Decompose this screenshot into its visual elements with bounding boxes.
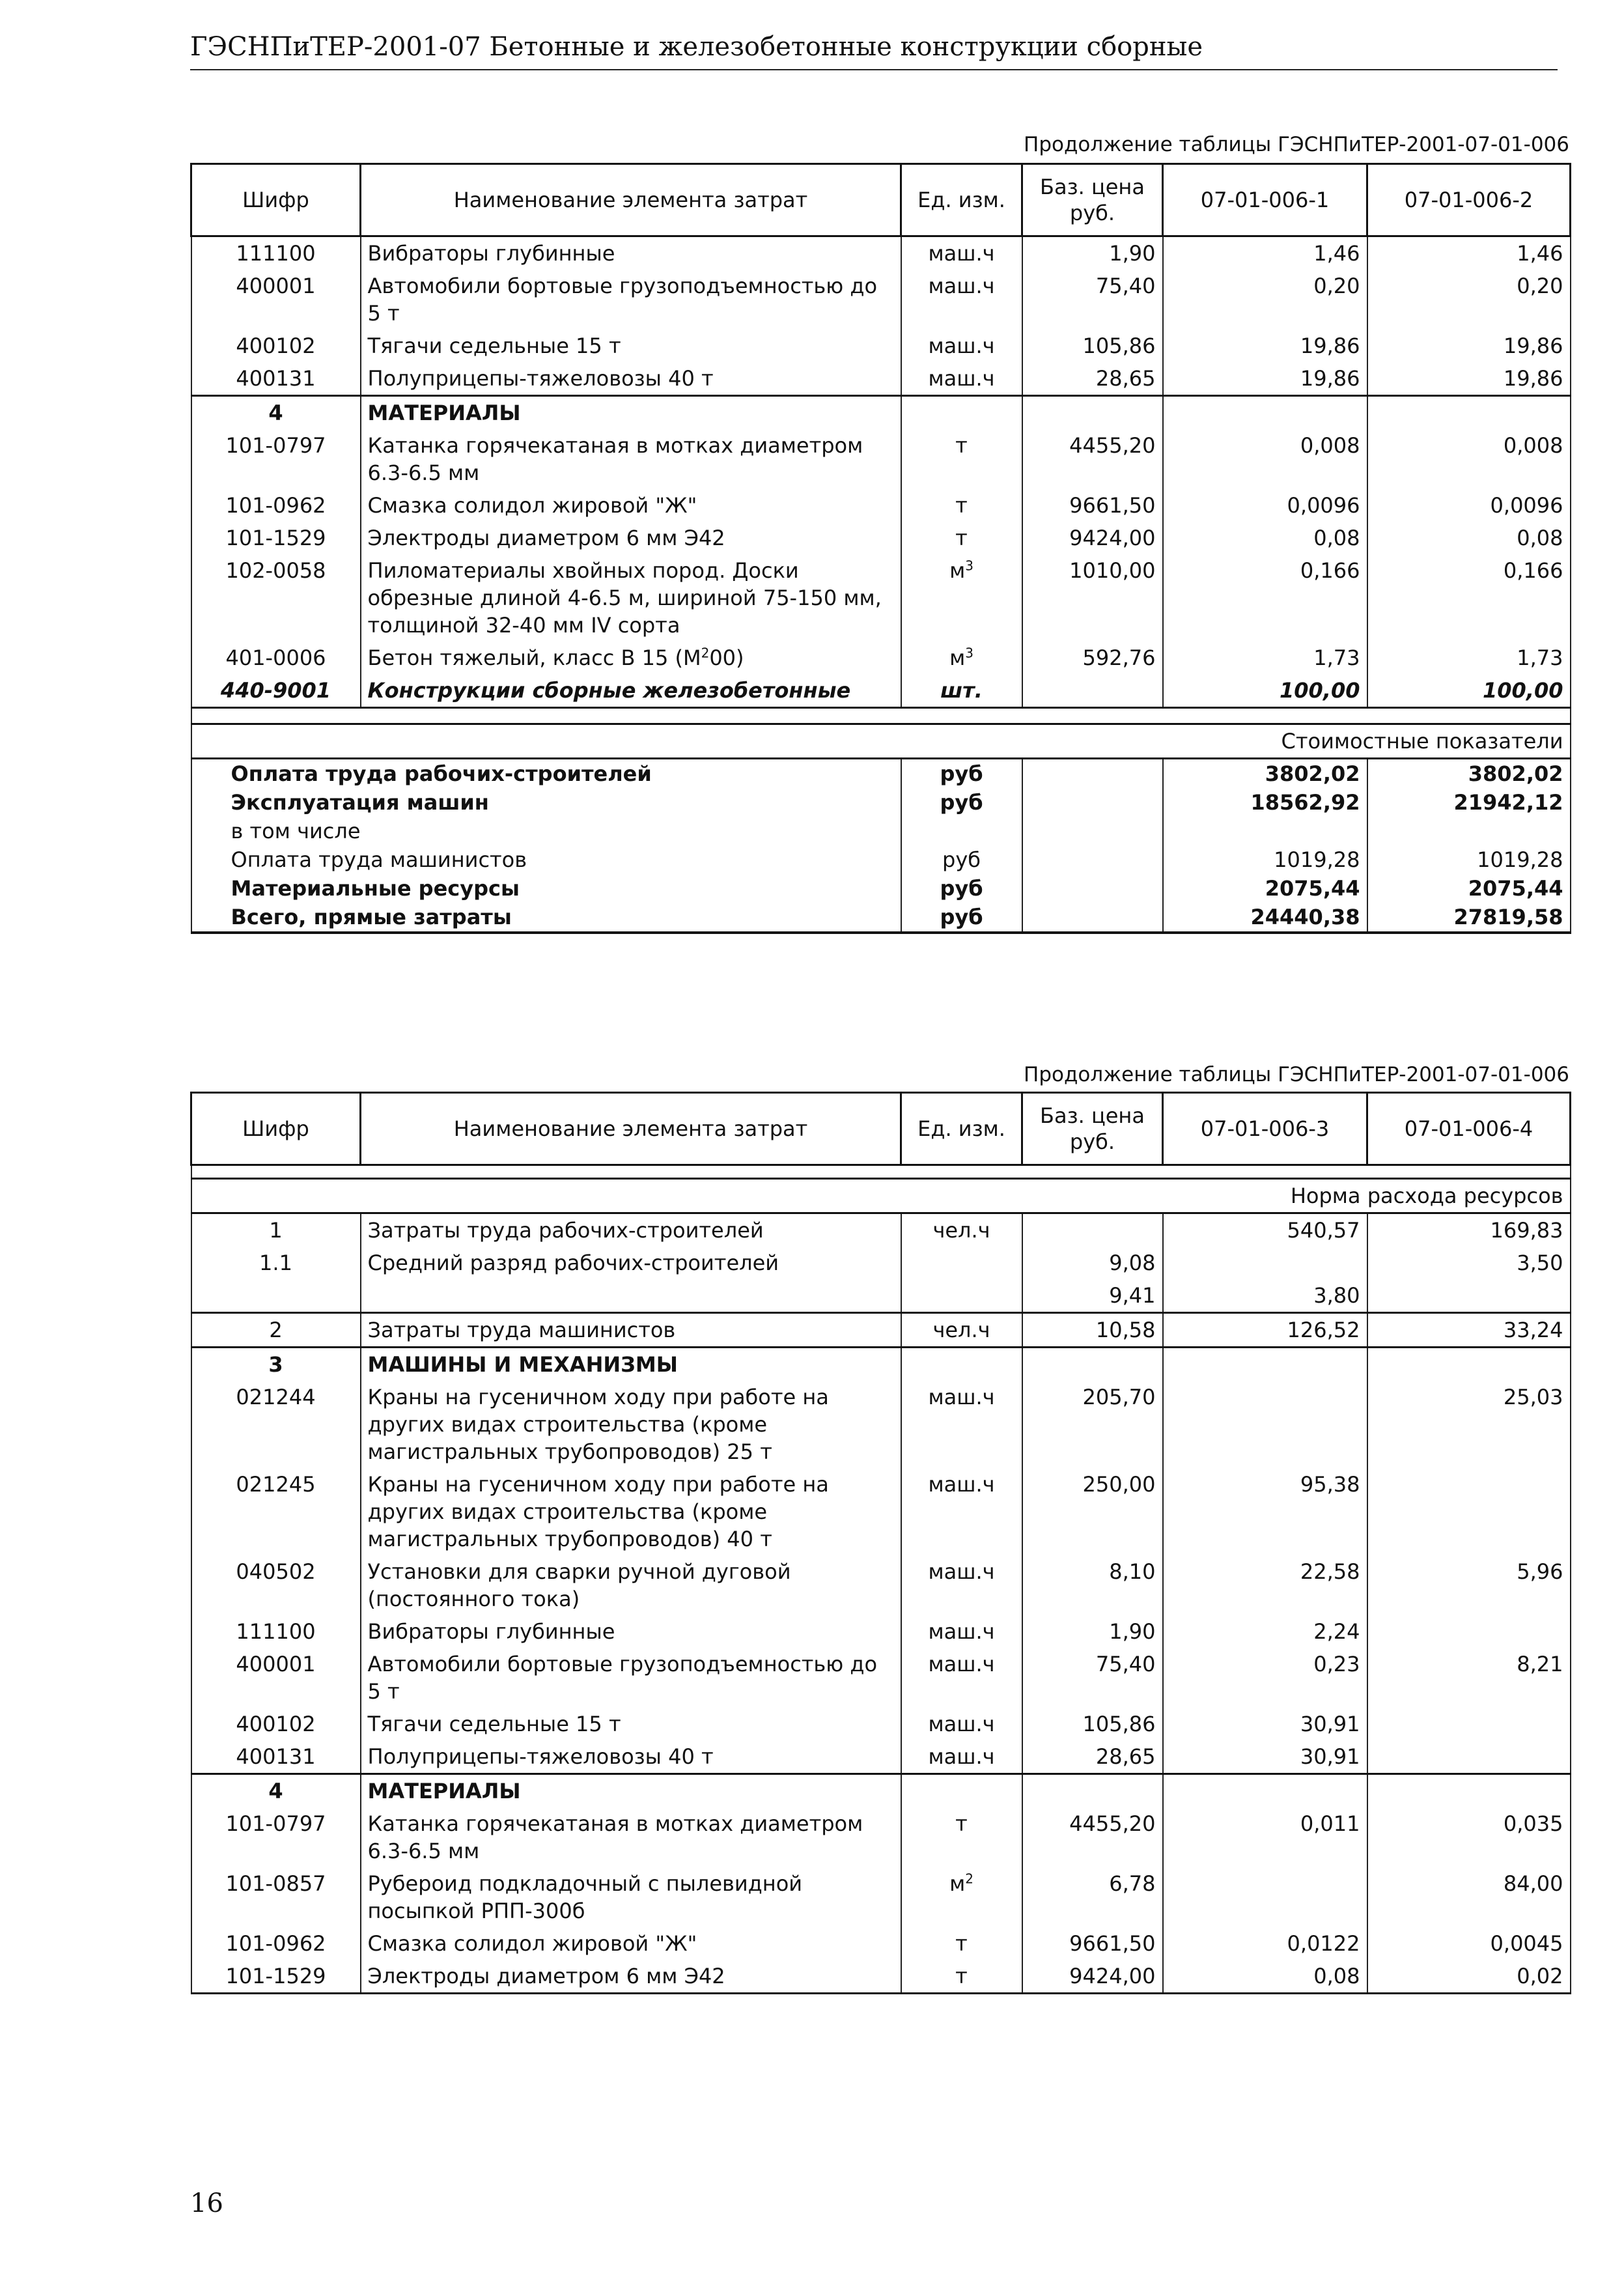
row-value-b: 0,20	[1367, 270, 1571, 330]
col-unit-header: Ед. изм.	[901, 164, 1022, 236]
row-value-a	[1163, 1247, 1367, 1279]
row-value-b: 0,008	[1367, 429, 1571, 489]
row-value-b: 8,21	[1367, 1648, 1571, 1708]
spacer-cell	[191, 708, 1571, 724]
row-value-b: 19,86	[1367, 362, 1571, 396]
row-value-b: 0,0045	[1367, 1927, 1571, 1960]
row-name	[361, 642, 901, 674]
table-row	[191, 1960, 1571, 1994]
table-row	[191, 1468, 1571, 1555]
empty-cell	[901, 1348, 1022, 1381]
row-value-a: 22,58	[1163, 1555, 1367, 1615]
row-name: Средний разряд рабочих-строителей	[361, 1247, 901, 1279]
row-value-b: 0,166	[1367, 554, 1571, 642]
table-row	[191, 1867, 1571, 1927]
row-value-b: 169,83	[1367, 1213, 1571, 1247]
row-value-a: 0,008	[1163, 429, 1367, 489]
col-b-header: 07-01-006-4	[1367, 1093, 1571, 1165]
row-value-a: 100,00	[1163, 674, 1367, 708]
col-code-header: Шифр	[191, 1093, 361, 1165]
spacer-row	[191, 708, 1571, 724]
row-code: 021245	[191, 1468, 361, 1555]
row-value-b	[1367, 1615, 1571, 1648]
row-price	[1022, 674, 1163, 708]
col-a-header: 07-01-006-3	[1163, 1093, 1367, 1165]
row-unit: маш.ч	[901, 1555, 1022, 1615]
row-code: 400131	[191, 362, 361, 396]
row-name: Установки для сварки ручной дуговой (постоянного тока)	[361, 1555, 901, 1615]
row-value-a: 126,52	[1163, 1313, 1367, 1348]
table-row	[191, 1279, 1571, 1313]
section-row	[191, 1348, 1571, 1381]
section-title: МАТЕРИАЛЫ	[361, 396, 901, 430]
row-price: 28,65	[1022, 1740, 1163, 1774]
section-row	[191, 1774, 1571, 1808]
row-value-b	[1367, 1740, 1571, 1774]
summary-name: Материальные ресурсы	[191, 874, 901, 903]
row-price: 9661,50	[1022, 489, 1163, 522]
empty-cell	[1022, 903, 1163, 933]
row-value-b	[1367, 1279, 1571, 1313]
row-name: Вибраторы глубинные	[361, 236, 901, 270]
row-value-a: 19,86	[1163, 330, 1367, 362]
table-row	[191, 489, 1571, 522]
summary-row	[191, 903, 1571, 933]
row-code: 400001	[191, 270, 361, 330]
table-row	[191, 429, 1571, 489]
row-unit: маш.ч	[901, 270, 1022, 330]
row-unit: т	[901, 1927, 1022, 1960]
row-code: 111100	[191, 1615, 361, 1648]
row-name	[361, 1279, 901, 1313]
row-unit: шт.	[901, 674, 1022, 708]
row-price: 75,40	[1022, 1648, 1163, 1708]
summary-row	[191, 817, 1571, 845]
row-value-a: 0,08	[1163, 522, 1367, 554]
row-unit	[901, 642, 1022, 674]
summary-name: Оплата труда рабочих-строителей	[191, 759, 901, 789]
table-row	[191, 1648, 1571, 1708]
col-name-header: Наименование элемента затрат	[361, 164, 901, 236]
row-value-a: 19,86	[1163, 362, 1367, 396]
row-unit: маш.ч	[901, 1615, 1022, 1648]
row-price: 8,10	[1022, 1555, 1163, 1615]
row-value-a: 0,011	[1163, 1807, 1367, 1867]
table-row	[191, 236, 1571, 270]
row-unit-text: м	[949, 1871, 966, 1896]
summary-value-a: 18562,92	[1163, 788, 1367, 817]
row-value-a: 1,46	[1163, 236, 1367, 270]
row-value-a: 0,0122	[1163, 1927, 1367, 1960]
table-row	[191, 522, 1571, 554]
summary-name: Всего, прямые затраты	[191, 903, 901, 933]
table-row	[191, 1708, 1571, 1740]
page-number: 16	[190, 2188, 223, 2218]
row-code: 102-0058	[191, 554, 361, 642]
row-name: Электроды диаметром 6 мм Э42	[361, 522, 901, 554]
row-name-part: Бетон тяжелый, класс В 15 (М	[367, 645, 701, 670]
row-unit-text-superscript: 2	[965, 1871, 973, 1887]
row-value-a	[1163, 1381, 1367, 1468]
summary-value-b: 21942,12	[1367, 788, 1571, 817]
row-value-a: 95,38	[1163, 1468, 1367, 1555]
row-price: 28,65	[1022, 362, 1163, 396]
row-unit: чел.ч	[901, 1313, 1022, 1348]
row-price: 250,00	[1022, 1468, 1163, 1555]
empty-cell	[1163, 396, 1367, 430]
summary-row	[191, 788, 1571, 817]
row-name: Автомобили бортовые грузоподъемностью до 5 т	[361, 270, 901, 330]
table1-header-row	[191, 164, 1571, 236]
row-unit-text: м	[949, 645, 966, 670]
row-code: 111100	[191, 236, 361, 270]
row-unit: маш.ч	[901, 236, 1022, 270]
col-price-header: Баз. цена руб.	[1022, 1093, 1163, 1165]
row-code: 440-9001	[191, 674, 361, 708]
row-price: 75,40	[1022, 270, 1163, 330]
row-price: 9424,00	[1022, 522, 1163, 554]
empty-cell	[1022, 788, 1163, 817]
row-price: 1,90	[1022, 1615, 1163, 1648]
row-value-b: 19,86	[1367, 330, 1571, 362]
summary-row	[191, 845, 1571, 874]
row-value-b: 3,50	[1367, 1247, 1571, 1279]
row-value-a: 2,24	[1163, 1615, 1367, 1648]
row-code: 101-0797	[191, 429, 361, 489]
section-code: 3	[191, 1348, 361, 1381]
summary-row	[191, 759, 1571, 789]
row-code: 401-0006	[191, 642, 361, 674]
table-row	[191, 1555, 1571, 1615]
empty-cell	[901, 396, 1022, 430]
row-code: 400131	[191, 1740, 361, 1774]
empty-cell	[1022, 874, 1163, 903]
summary-value-a: 3802,02	[1163, 759, 1367, 789]
row-value-b: 25,03	[1367, 1381, 1571, 1468]
row-value-a: 0,20	[1163, 270, 1367, 330]
row-value-a: 0,0096	[1163, 489, 1367, 522]
summary-name: Оплата труда машинистов	[191, 845, 901, 874]
section-title: МАТЕРИАЛЫ	[361, 1774, 901, 1808]
row-code: 021244	[191, 1381, 361, 1468]
row-price: 592,76	[1022, 642, 1163, 674]
norm-band: Норма расхода ресурсов	[191, 1179, 1571, 1213]
summary-value-b: 2075,44	[1367, 874, 1571, 903]
cost-band: Стоимостные показатели	[191, 724, 1571, 759]
row-name: Смазка солидол жировой "Ж"	[361, 489, 901, 522]
table-row	[191, 1381, 1571, 1468]
row-value-a: 3,80	[1163, 1279, 1367, 1313]
table2	[190, 1092, 1571, 1994]
row-value-b: 1,73	[1367, 642, 1571, 674]
row-price: 4455,20	[1022, 1807, 1163, 1867]
row-price: 9,08	[1022, 1247, 1163, 1279]
row-unit: маш.ч	[901, 362, 1022, 396]
row-name: Электроды диаметром 6 мм Э42	[361, 1960, 901, 1994]
summary-value-b: 1019,28	[1367, 845, 1571, 874]
row-value-b: 100,00	[1367, 674, 1571, 708]
row-unit: маш.ч	[901, 1648, 1022, 1708]
row-value-b: 5,96	[1367, 1555, 1571, 1615]
row-name-part: 00)	[709, 645, 744, 670]
row-code: 400001	[191, 1648, 361, 1708]
row-unit: т	[901, 1807, 1022, 1867]
table-row	[191, 1927, 1571, 1960]
row-price: 10,58	[1022, 1313, 1163, 1348]
row-value-a: 0,23	[1163, 1648, 1367, 1708]
summary-value-a: 1019,28	[1163, 845, 1367, 874]
cost-band-row	[191, 724, 1571, 759]
summary-value-b	[1367, 817, 1571, 845]
row-name: Тягачи седельные 15 т	[361, 330, 901, 362]
row-price: 6,78	[1022, 1867, 1163, 1927]
row-name: Краны на гусеничном ходу при работе на других видах строительства (кроме магистральных трубопроводов) 40 т	[361, 1468, 901, 1555]
row-unit: маш.ч	[901, 1740, 1022, 1774]
table-row	[191, 1807, 1571, 1867]
summary-value-a: 24440,38	[1163, 903, 1367, 933]
section-code: 4	[191, 396, 361, 430]
summary-unit: руб	[901, 759, 1022, 789]
row-name: Пиломатериалы хвойных пород. Доски обрезные длиной 4-6.5 м, шириной 75-150 мм, толщиной 32-40 мм IV сорта	[361, 554, 901, 642]
row-unit: чел.ч	[901, 1213, 1022, 1247]
table-row	[191, 1213, 1571, 1247]
row-unit: т	[901, 429, 1022, 489]
row-unit-text: м	[949, 558, 966, 583]
row-code: 101-1529	[191, 522, 361, 554]
col-name-header: Наименование элемента затрат	[361, 1093, 901, 1165]
row-code: 101-0962	[191, 1927, 361, 1960]
row-price: 205,70	[1022, 1381, 1163, 1468]
section-title: МАШИНЫ И МЕХАНИЗМЫ	[361, 1348, 901, 1381]
row-code: 400102	[191, 330, 361, 362]
row-value-b: 0,08	[1367, 522, 1571, 554]
row-code: 400102	[191, 1708, 361, 1740]
table1	[190, 163, 1571, 934]
row-value-a: 0,08	[1163, 1960, 1367, 1994]
row-value-a: 540,57	[1163, 1213, 1367, 1247]
row-unit	[901, 1279, 1022, 1313]
row-unit	[901, 554, 1022, 642]
empty-cell	[1367, 396, 1571, 430]
summary-unit: руб	[901, 788, 1022, 817]
row-price: 9424,00	[1022, 1960, 1163, 1994]
table-row	[191, 674, 1571, 708]
col-b-header: 07-01-006-2	[1367, 164, 1571, 236]
row-name: Краны на гусеничном ходу при работе на других видах строительства (кроме магистральных трубопроводов) 25 т	[361, 1381, 901, 1468]
col-code-header: Шифр	[191, 164, 361, 236]
table-row	[191, 554, 1571, 642]
row-value-b: 33,24	[1367, 1313, 1571, 1348]
summary-row	[191, 874, 1571, 903]
row-value-a	[1163, 1867, 1367, 1927]
summary-value-a: 2075,44	[1163, 874, 1367, 903]
row-unit-text-superscript: 3	[965, 645, 973, 661]
table2-header-row	[191, 1093, 1571, 1165]
row-name: Катанка горячекатаная в мотках диаметром 6.3-6.5 мм	[361, 429, 901, 489]
empty-cell	[1022, 759, 1163, 789]
empty-cell	[1163, 1774, 1367, 1808]
col-unit-header: Ед. изм.	[901, 1093, 1022, 1165]
table-row	[191, 362, 1571, 396]
row-name-superscript: 2	[701, 645, 710, 661]
summary-unit	[901, 817, 1022, 845]
row-value-a: 30,91	[1163, 1708, 1367, 1740]
empty-cell	[1022, 1774, 1163, 1808]
row-value-b	[1367, 1468, 1571, 1555]
section-code: 4	[191, 1774, 361, 1808]
table-row	[191, 270, 1571, 330]
row-unit: т	[901, 522, 1022, 554]
row-unit: маш.ч	[901, 330, 1022, 362]
row-value-a: 1,73	[1163, 642, 1367, 674]
empty-cell	[1163, 1348, 1367, 1381]
spacer-row	[191, 1165, 1571, 1179]
row-unit: маш.ч	[901, 1381, 1022, 1468]
spacer-cell	[191, 1165, 1571, 1179]
row-price: 1010,00	[1022, 554, 1163, 642]
empty-cell	[901, 1774, 1022, 1808]
row-code: 1	[191, 1213, 361, 1247]
summary-value-b: 27819,58	[1367, 903, 1571, 933]
row-price	[1022, 1213, 1163, 1247]
empty-cell	[1022, 396, 1163, 430]
table-row	[191, 1740, 1571, 1774]
table-row	[191, 642, 1571, 674]
row-value-b	[1367, 1708, 1571, 1740]
empty-cell	[1022, 817, 1163, 845]
col-a-header: 07-01-006-1	[1163, 164, 1367, 236]
col-price-header: Баз. цена руб.	[1022, 164, 1163, 236]
row-value-b: 0,035	[1367, 1807, 1571, 1867]
row-unit	[901, 1247, 1022, 1279]
summary-value-b: 3802,02	[1367, 759, 1571, 789]
norm-band-row	[191, 1179, 1571, 1213]
row-value-b: 0,0096	[1367, 489, 1571, 522]
empty-cell	[1367, 1774, 1571, 1808]
row-code: 101-0857	[191, 1867, 361, 1927]
row-name: Автомобили бортовые грузоподъемностью до 5 т	[361, 1648, 901, 1708]
row-value-b: 1,46	[1367, 236, 1571, 270]
empty-cell	[1367, 1348, 1571, 1381]
row-unit: маш.ч	[901, 1708, 1022, 1740]
table1-body	[191, 236, 1571, 933]
table-row	[191, 1313, 1571, 1348]
table-row	[191, 1615, 1571, 1648]
row-unit	[901, 1867, 1022, 1927]
row-name: Полуприцепы-тяжеловозы 40 т	[361, 1740, 901, 1774]
row-unit: т	[901, 1960, 1022, 1994]
row-code: 040502	[191, 1555, 361, 1615]
table2-body	[191, 1165, 1571, 1994]
row-code: 101-0962	[191, 489, 361, 522]
row-price: 4455,20	[1022, 429, 1163, 489]
row-code: 101-0797	[191, 1807, 361, 1867]
summary-name: в том числе	[191, 817, 901, 845]
table-row	[191, 1247, 1571, 1279]
row-price: 105,86	[1022, 330, 1163, 362]
row-name: Полуприцепы-тяжеловозы 40 т	[361, 362, 901, 396]
table-row	[191, 330, 1571, 362]
row-code: 1.1	[191, 1247, 361, 1279]
row-name: Смазка солидол жировой "Ж"	[361, 1927, 901, 1960]
row-value-b: 0,02	[1367, 1960, 1571, 1994]
row-code: 101-1529	[191, 1960, 361, 1994]
summary-unit: руб	[901, 845, 1022, 874]
row-name: Затраты труда машинистов	[361, 1313, 901, 1348]
row-name: Конструкции сборные железобетонные	[361, 674, 901, 708]
summary-unit: руб	[901, 874, 1022, 903]
row-unit: маш.ч	[901, 1468, 1022, 1555]
table2-caption: Продолжение таблицы ГЭСНПиТЕР-2001-07-01-006	[1024, 1063, 1569, 1086]
row-code	[191, 1279, 361, 1313]
section-row	[191, 396, 1571, 430]
table1-caption: Продолжение таблицы ГЭСНПиТЕР-2001-07-01-006	[1024, 133, 1569, 156]
row-price: 9,41	[1022, 1279, 1163, 1313]
row-unit: т	[901, 489, 1022, 522]
row-name: Вибраторы глубинные	[361, 1615, 901, 1648]
row-name: Катанка горячекатаная в мотках диаметром 6.3-6.5 мм	[361, 1807, 901, 1867]
row-price: 105,86	[1022, 1708, 1163, 1740]
running-header: ГЭСНПиТЕР-2001-07 Бетонные и железобетонные конструкции сборные	[190, 29, 1558, 70]
row-unit-text-superscript: 3	[965, 558, 973, 574]
row-value-b: 84,00	[1367, 1867, 1571, 1927]
row-name: Затраты труда рабочих-строителей	[361, 1213, 901, 1247]
row-value-a: 30,91	[1163, 1740, 1367, 1774]
empty-cell	[1022, 1348, 1163, 1381]
summary-value-a	[1163, 817, 1367, 845]
row-price: 9661,50	[1022, 1927, 1163, 1960]
row-price: 1,90	[1022, 236, 1163, 270]
row-name: Тягачи седельные 15 т	[361, 1708, 901, 1740]
summary-unit: руб	[901, 903, 1022, 933]
empty-cell	[1022, 845, 1163, 874]
row-code: 2	[191, 1313, 361, 1348]
row-value-a: 0,166	[1163, 554, 1367, 642]
row-name: Рубероид подкладочный с пылевидной посыпкой РПП-300б	[361, 1867, 901, 1927]
summary-name: Эксплуатация машин	[191, 788, 901, 817]
